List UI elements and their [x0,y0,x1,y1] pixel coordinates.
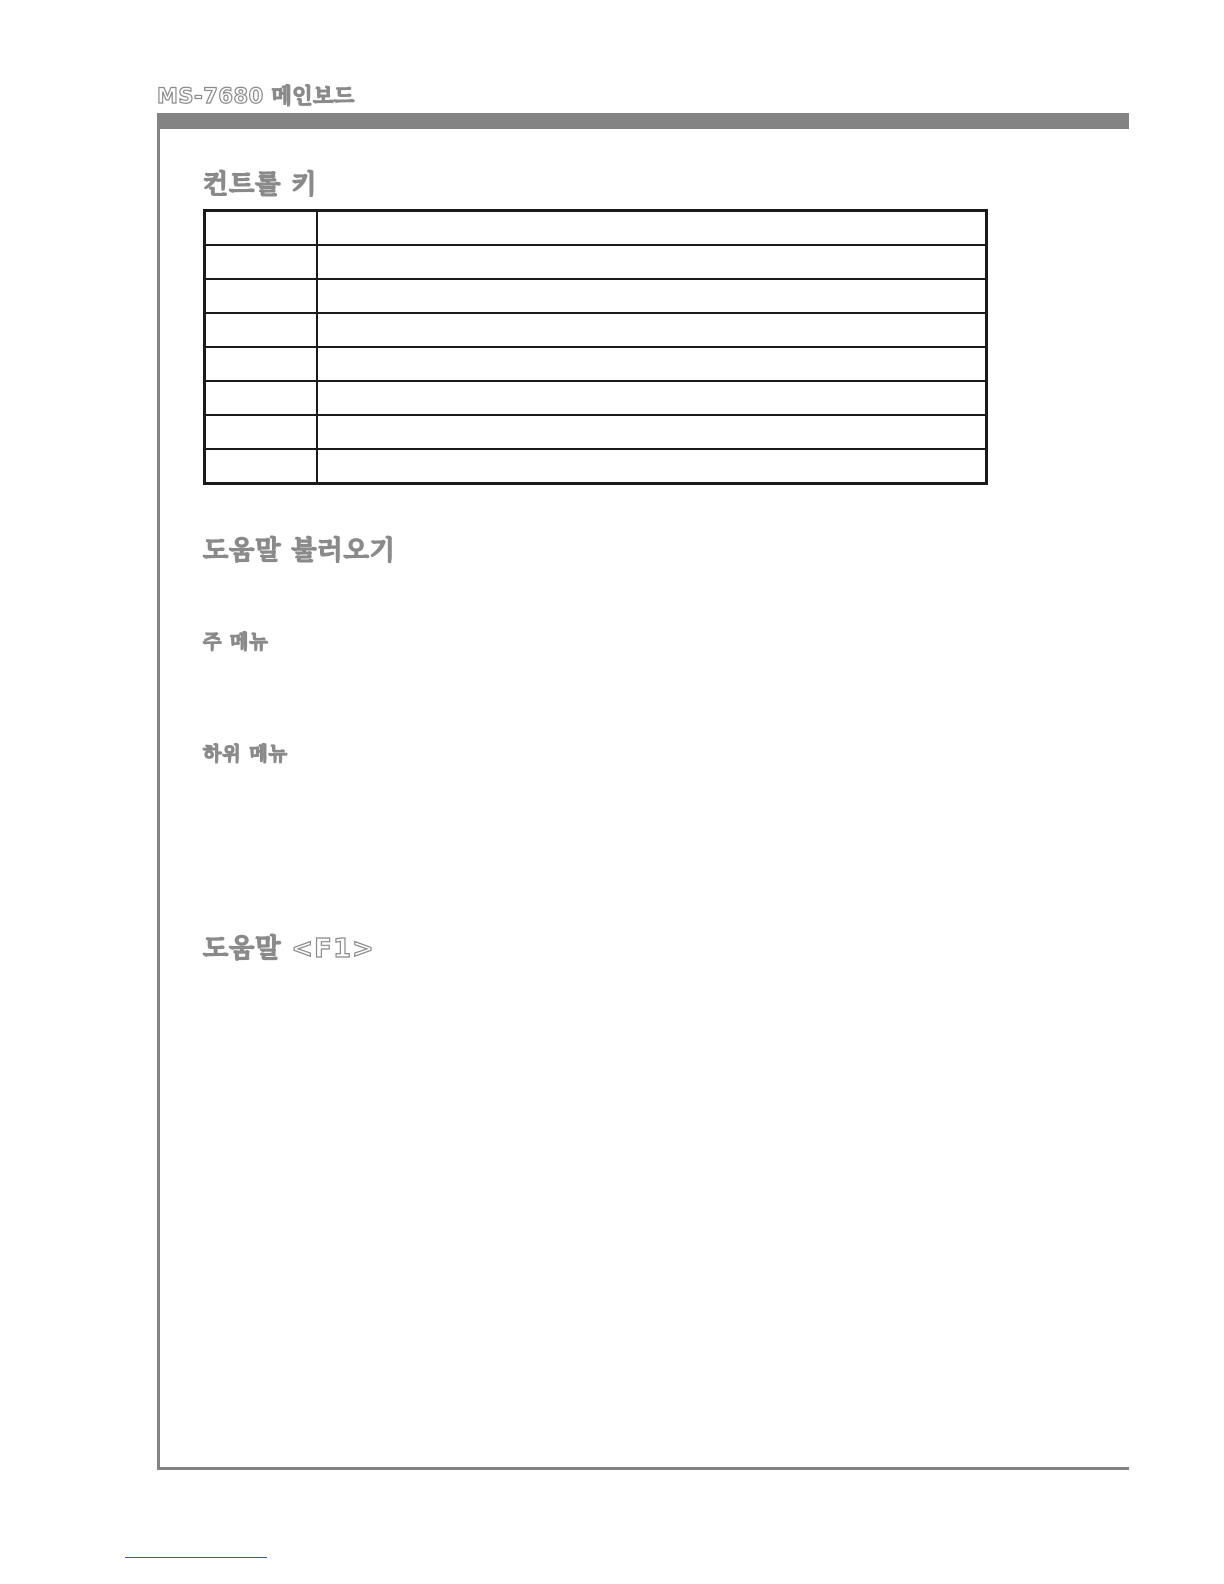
footer-link-underline [125,1557,267,1558]
help-call-heading: 도움말 불러오기 [203,536,396,566]
table-cell-key [205,279,318,313]
table-cell-key [205,313,318,347]
table-row [205,211,987,246]
footer-rule [157,1467,1129,1470]
control-keys-heading: 컨트롤 키 [203,170,318,200]
table-row [205,279,987,313]
table-cell-description [317,415,987,449]
header-bar [157,113,1129,129]
table-row [205,381,987,415]
control-keys-table [203,209,988,485]
table-cell-description [317,279,987,313]
table-cell-description [317,313,987,347]
table-row [205,449,987,484]
table-cell-key [205,381,318,415]
table-cell-description [317,449,987,484]
table-cell-key [205,415,318,449]
main-menu-heading: 주 메뉴 [203,631,269,653]
sub-menu-heading: 하위 메뉴 [203,743,289,765]
table-row [205,313,987,347]
table-cell-description [317,245,987,279]
table-row [205,245,987,279]
table-row [205,347,987,381]
table-cell-key [205,449,318,484]
page-header-title: MS-7680 메인보드 [157,84,355,108]
table-cell-description [317,347,987,381]
table-cell-key [205,245,318,279]
table-cell-description [317,381,987,415]
table-row [205,415,987,449]
table-cell-key [205,347,318,381]
left-margin-rule [157,113,160,1470]
table-cell-description [317,211,987,246]
table-cell-key [205,211,318,246]
help-f1-heading: 도움말 <F1> [203,934,375,964]
